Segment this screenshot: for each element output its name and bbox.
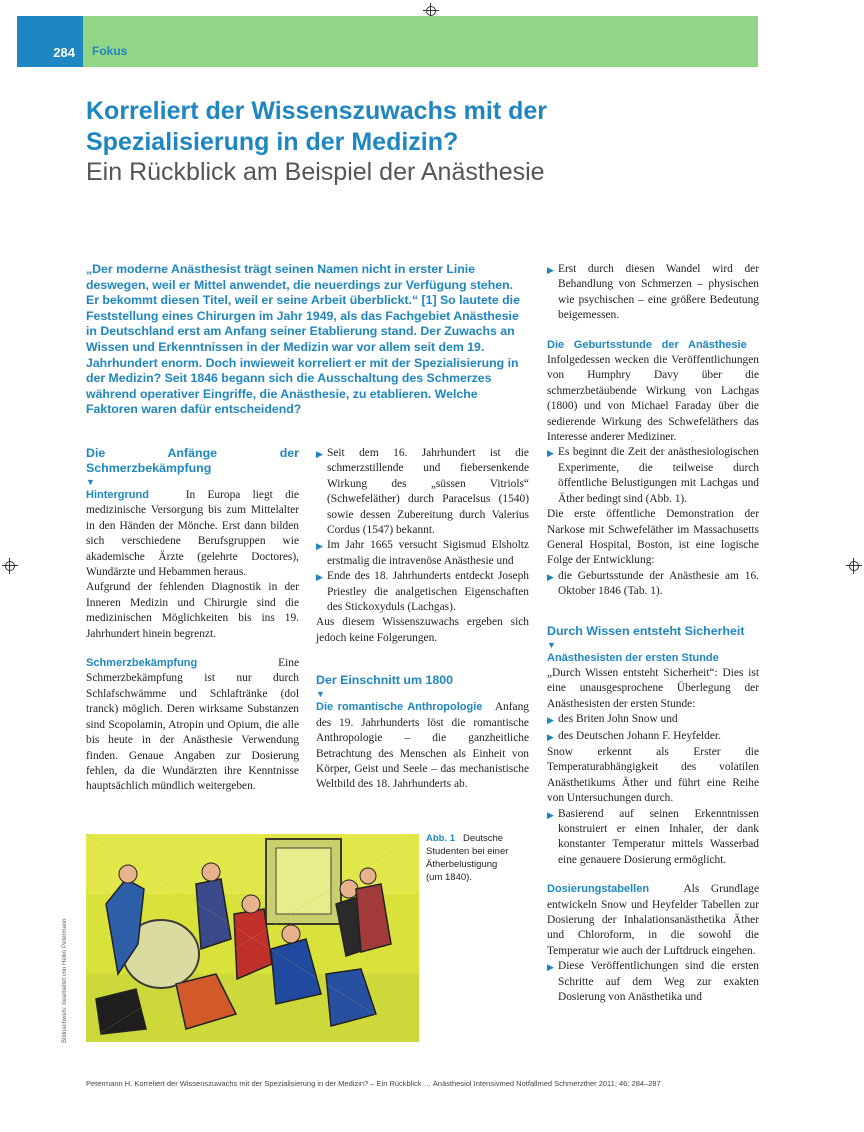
column-3 (547, 262, 759, 1005)
paragraph-text: Anfang des 19. Jahrhunderts löst die romantische Anthropologie – die ganzheitliche Betrachtung des Menschen als Einheit von Körper, Geist und Seele – das mechanistische Weltbild des 18. Jahrhunderts ab. (316, 701, 529, 791)
bullet-icon: ▶ (316, 449, 323, 459)
paragraph-keyword: Hintergrund (86, 489, 149, 501)
section-label: Fokus (92, 44, 128, 58)
bullet-icon: ▶ (316, 541, 323, 552)
paragraph-text: Als Grundlage entwickeln Snow und Heyfelder Tabellen zur Dosierung der Inhalationsanästhetika Äther und Chloroform, in die sowohl die Temperatur wie auch der Luftdruck eingehen. (547, 883, 759, 957)
paragraph (86, 488, 299, 580)
section-heading: Durch Wissen entsteht Sicherheit (547, 623, 745, 638)
bullet-item (316, 446, 529, 538)
bullet-icon: ▶ (547, 731, 554, 742)
bullet-text: Basierend auf seinen Erkenntnissen konstruiert er einen Inhaler, der dank konstanter Temperatur mittels Wasserbad eine genauere Dosierung ermöglicht. (558, 807, 759, 866)
bullet-text: Erst durch diesen Wandel wird der Behandlung von Schmerzen – physischen wie psychischen – eine größere Bedeutung beigemessen. (558, 263, 759, 322)
column-1 (86, 446, 299, 795)
bullet-item (316, 538, 529, 569)
bullet-icon: ▶ (547, 448, 554, 459)
bullet-item (547, 807, 759, 869)
paragraph-text: „Durch Wissen entsteht Sicherheit“: Dies ist eine unausgesprochene Überlegung der Anästhesisten der ersten Stunde: (547, 666, 759, 710)
paragraph-keyword: Die Geburtsstunde der Anästhesie (547, 338, 747, 351)
paragraph: Snow erkennt als Erster die Temperaturabhängigkeit des volatilen Anästhetikums Äther und führt eine Reihe von Untersuchungen durch. (547, 745, 759, 805)
page-number: 284 (17, 16, 83, 67)
bullet-item (547, 262, 759, 324)
triangle-down-icon: ▼ (86, 477, 95, 487)
figure-credit: Bildnachweis: bearbeitet von Heiko Petermann (62, 918, 68, 1043)
bullet-text: die Geburtsstunde der Anästhesie am 16. Oktober 1846 (Tab. 1). (558, 569, 759, 598)
citation-footer: Petermann H. Korreliert der Wissenszuwachs mit der Spezialisierung in der Medizin? – Ein Rückblick … Anästhesiol Intensivmed Notfallmed Schmerzther 2011; 46: 284–287 (86, 1079, 661, 1088)
triangle-down-icon: ▼ (547, 639, 556, 650)
paragraph-text: Eine Schmerzbekämpfung ist nur durch Schlafschwämme und Schlaftränke (dol tranck) möglich. Deren wirksame Substanzen sind Scopolamin, Atropin und Opium, die alle bis heute in der Anästhesie Verwendung finden. Genaue Angaben zur Dosierung fehlen, da die Wundärzten ihre Kenntnisse hauptsächlich mündlich weitergeben. (86, 657, 299, 793)
paragraph-text: In Europa liegt die medizinische Versorgung bis zum Mittelalter in den Händen der Mönche. Erst dann bilden sich verschiedene Berufsgruppen wie akademische Ärzte (gelehrte Doctores), Wundärzte und Hebammen heraus. (86, 489, 299, 579)
bullet-item (547, 729, 759, 745)
bullet-icon: ▶ (547, 809, 554, 820)
bullet-item (547, 959, 759, 1005)
column-2 (316, 446, 529, 793)
section-heading: Die Anfänge der Schmerzbekämpfung (86, 446, 299, 475)
bullet-icon: ▶ (547, 265, 554, 275)
paragraph: Aus diesem Wissenszuwachs ergeben sich jedoch keine Folgerungen. (316, 616, 529, 644)
bullet-icon: ▶ (547, 962, 554, 973)
figure-caption (426, 832, 516, 884)
paragraph: Aufgrund der fehlenden Diagnostik in der Inneren Medizin und Chirurgie sind die medizinischen Möglichkeiten bis ins 19. Jahrhundert hinein begrenzt. (86, 581, 299, 640)
paragraph-keyword: Schmerzbekämpfung (86, 657, 198, 670)
paragraph-text: Infolgedessen wecken die Veröffentlichungen von Humphry Davy über die schmerzbetäubende Wirkung von Lachgas (1800) und von Michael Faraday über die sedierende Wirkung des Schwefeläthers das Interesse anderer Mediziner. (547, 354, 759, 444)
paragraph-keyword: Dosierungstabellen (547, 883, 650, 896)
paragraph (316, 700, 529, 792)
figure-caption-text: Deutsche Studenten bei einer Ätherbelustigung (um 1840). (426, 833, 509, 883)
section-heading: Der Einschnitt um 1800 (316, 673, 454, 688)
header-bar (17, 16, 758, 67)
article-title: Korreliert der Wissenszuwachs mit der Spezialisierung in der Medizin? (86, 97, 548, 156)
figure-label: Abb. 1 (426, 833, 456, 844)
bullet-text: Es beginnt die Zeit der anästhesiologischen Experimente, die teilweise durch öffentliche Belustigungen mit Lachgas und Äther bedingt sind (Abb. 1). (558, 446, 759, 505)
bullet-text: Ende des 18. Jahrhunderts entdeckt Joseph Priestley die analgetischen Eigenschaften des Stickoxyduls (Lachgas). (327, 570, 529, 614)
crop-mark-left (2, 558, 18, 574)
crop-mark-right (846, 558, 862, 574)
figure-illustration (86, 834, 419, 1042)
bullet-text: des Briten John Snow und (558, 713, 678, 726)
bullet-icon: ▶ (547, 571, 554, 582)
paragraph-keyword: Die romantische Anthropologie (316, 701, 483, 714)
lead-paragraph: „Der moderne Anästhesist trägt seinen Namen nicht in erster Linie deswegen, weil er Mittel anwendet, die neuerdings zur Verfügung stehen. Er bekommt diesen Titel, weil er seine Arbeit überblickt.“ [1] So lautete die Feststellung eines Chirurgen im Jahr 1949, als das Fachgebiet Anästhesie in Deutschland erst am Anfang seiner Etablierung stand. Der Zuwachs an Wissen und Erkenntnissen in der Medizin war vor allem seit dem 19. Jahrhundert enorm. Doch inwieweit korreliert er mit der Spezialisierung in der Medizin? Seit 1846 begann sich die Ausschaltung des Schmerzes während operativer Eingriffe, die Anästhesie, zu etablieren. Welche Faktoren waren dafür entscheidend? (86, 262, 520, 417)
bullet-item (547, 569, 759, 600)
paragraph-keyword: Anästhesisten der ersten Stunde (547, 651, 719, 664)
bullet-text: Im Jahr 1665 versucht Sigismud Elsholtz erstmalig die intravenöse Anästhesie und (327, 539, 529, 567)
bullet-icon: ▶ (316, 572, 323, 583)
article-subtitle: Ein Rückblick am Beispiel der Anästhesie (86, 158, 545, 186)
triangle-down-icon: ▼ (316, 689, 325, 700)
paragraph (547, 338, 759, 446)
bullet-item (547, 445, 759, 507)
bullet-text: Seit dem 16. Jahrhundert ist die schmerzstillende und fiebersenkende Wirkung des „süssen Vitriols“ (Schwefeläther) durch Paracelsus (1540) sowie dessen Zubereitung durch Valerius Cordus (1547) bekannt. (327, 447, 529, 537)
paragraph (547, 882, 759, 959)
bullet-text: Diese Veröffentlichungen sind die ersten Schritte auf dem Weg zur exakten Dosierung von Anästhetika und (558, 960, 759, 1004)
bullet-text: des Deutschen Johann F. Heyfelder. (558, 729, 721, 742)
paragraph (86, 656, 299, 795)
paragraph: Die erste öffentliche Demonstration der Narkose mit Schwefeläther im Massachusetts General Hospital, Boston, ist eine logische Folge der Entwicklung: (547, 508, 759, 567)
bullet-icon: ▶ (547, 715, 554, 726)
bullet-item (316, 569, 529, 615)
bullet-item (547, 712, 759, 728)
paragraph (547, 651, 759, 713)
